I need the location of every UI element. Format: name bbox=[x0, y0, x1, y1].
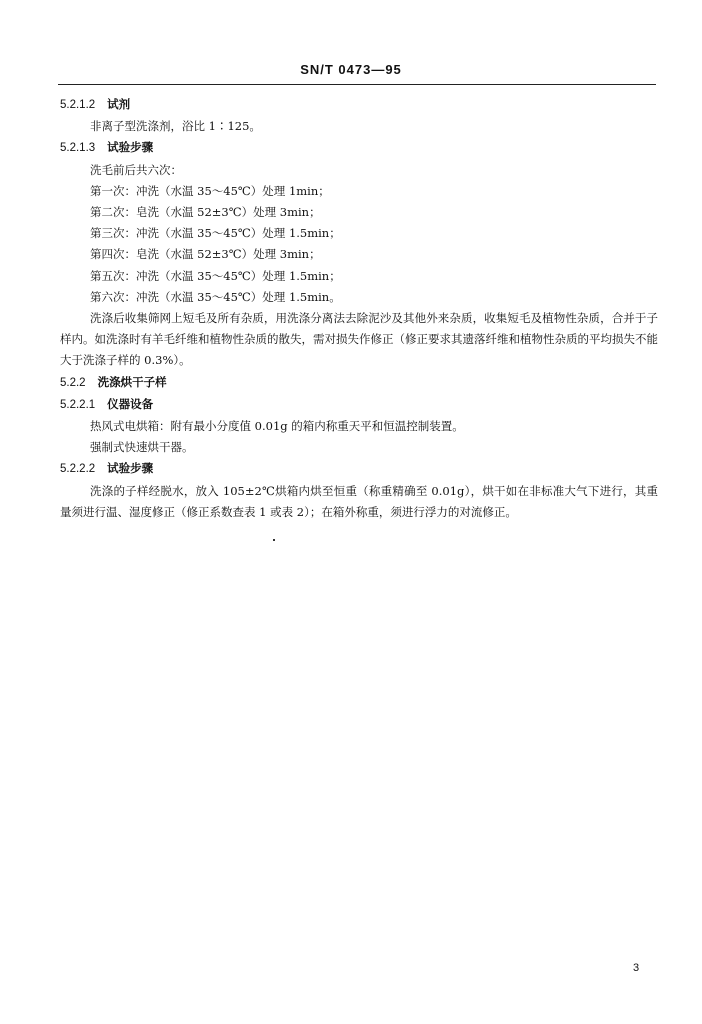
drying-procedure-paragraph: 洗涤的子样经脱水，放入 105±2℃烘箱内烘至恒重（称重精确至 0.01g），烘干如在非标准大气下进行，其重量须进行温、湿度修正（修正系数查表 1 或表 2）；在箱外称重，须进行浮力的对流修正。 bbox=[60, 483, 658, 519]
section-title: 洗涤烘干子样 bbox=[97, 374, 167, 389]
wash-step: 第五次：冲洗（水温 35～45℃）处理 1.5min； bbox=[90, 268, 341, 283]
heading-5-2-1-2 bbox=[60, 94, 658, 116]
section-title: 试剂 bbox=[107, 97, 131, 111]
wash-step: 第三次：冲洗（水温 35～45℃）处理 1.5min； bbox=[90, 226, 341, 241]
document-body bbox=[60, 94, 658, 523]
header-rule bbox=[58, 84, 656, 85]
wash-step: 第六次：冲洗（水温 35～45℃）处理 1.5min。 bbox=[90, 289, 341, 304]
standard-code-header: SN/T 0473—95 bbox=[300, 62, 402, 77]
stray-mark bbox=[273, 539, 275, 541]
section-title: 试验步骤 bbox=[107, 140, 154, 155]
section-number: 5.2.2 bbox=[60, 376, 86, 389]
section-number: 5.2.1.2 bbox=[60, 99, 96, 111]
heading-5-2-1-3 bbox=[60, 137, 658, 159]
heading-5-2-2-1 bbox=[60, 394, 658, 416]
equipment-line: 强制式快速烘干器。 bbox=[90, 440, 194, 455]
heading-5-2-2-2 bbox=[60, 458, 658, 480]
wash-step: 第一次：冲洗（水温 35～45℃）处理 1min； bbox=[90, 183, 330, 198]
section-title: 试验步骤 bbox=[107, 461, 154, 476]
wash-step: 第二次：皂洗（水温 52±3℃）处理 3min； bbox=[90, 205, 321, 220]
wash-procedure-paragraph: 洗涤后收集筛网上短毛及所有杂质，用洗涤分离法去除泥沙及其他外来杂质，收集短毛及植物性杂质，合并于子样内。如洗涤时有羊毛纤维和植物性杂质的散失，需对损失作修正（修正要求其遗落纤维和植物性杂质的平均损失不能大于洗涤子样的 0.3%）。 bbox=[60, 311, 658, 368]
section-title: 仪器设备 bbox=[107, 396, 154, 411]
section-number: 5.2.2.2 bbox=[60, 463, 96, 476]
page-number: 3 bbox=[633, 962, 640, 974]
wash-step: 第四次：皂洗（水温 52±3℃）处理 3min； bbox=[90, 247, 321, 262]
section-number: 5.2.2.1 bbox=[60, 398, 96, 411]
equipment-line: 热风式电烘箱：附有最小分度值 0.01g 的箱内称重天平和恒温控制装置。 bbox=[90, 419, 464, 434]
section-number: 5.2.1.3 bbox=[60, 142, 96, 155]
heading-5-2-2 bbox=[60, 372, 658, 394]
reagent-text: 非离子型洗涤剂，浴比 1∶125。 bbox=[90, 119, 261, 134]
wash-intro: 洗毛前后共六次： bbox=[90, 162, 182, 177]
